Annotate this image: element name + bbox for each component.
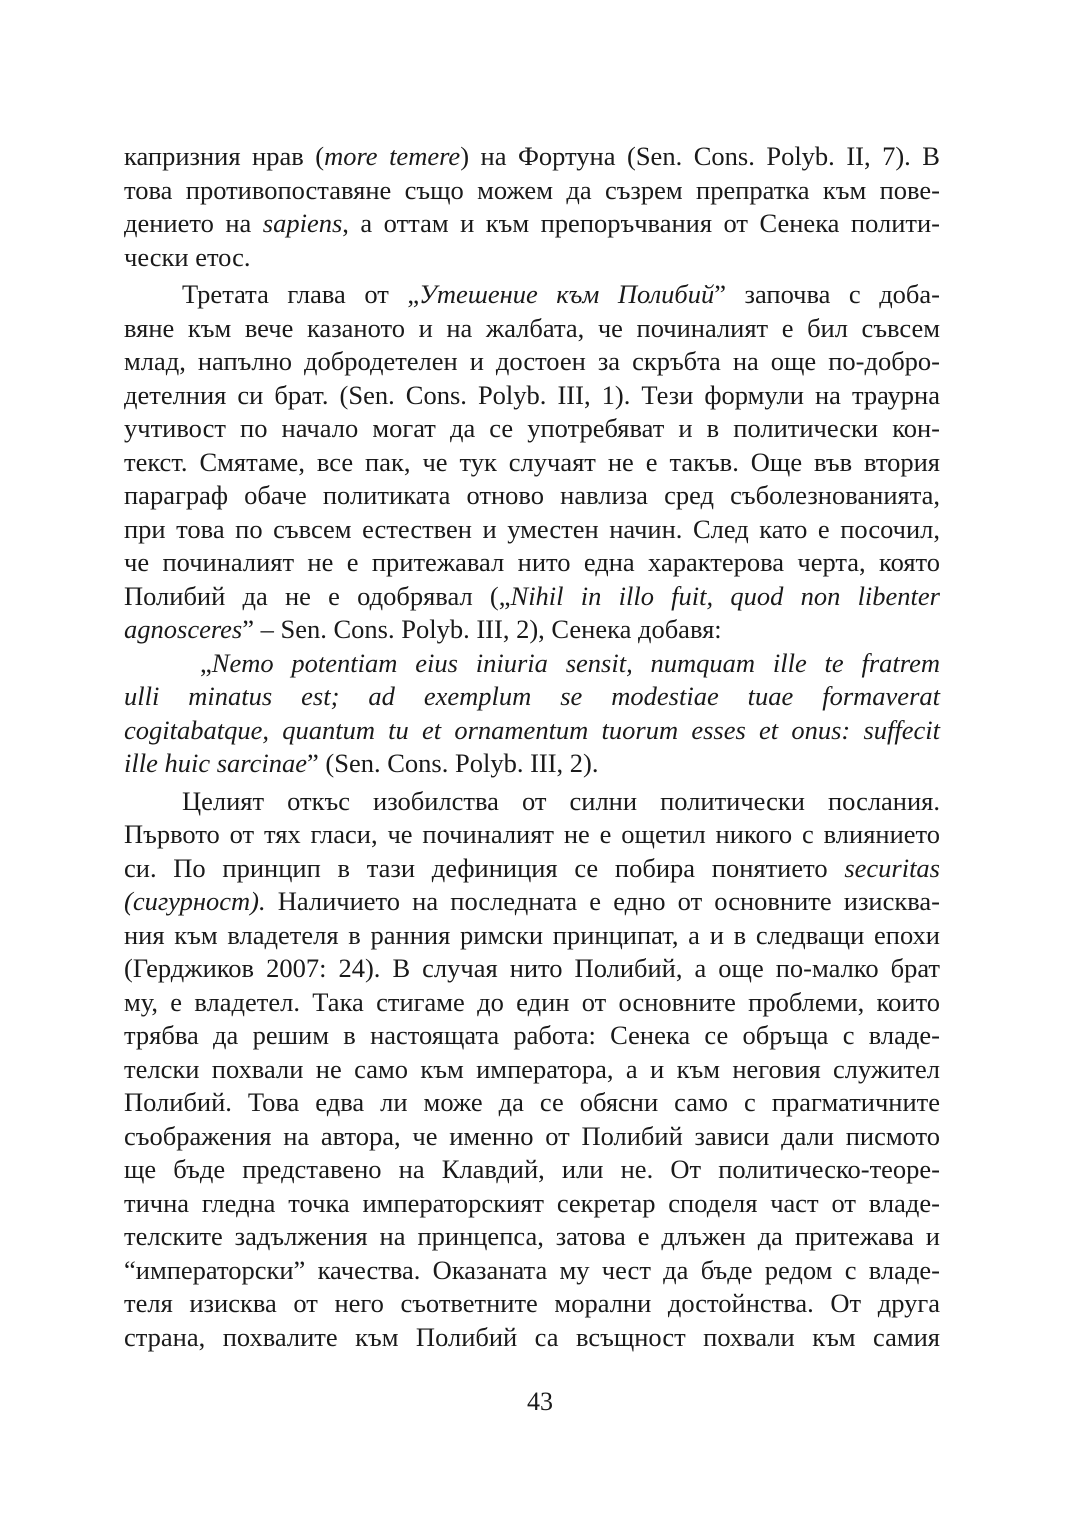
text-run: Първото от тях гласи, че починалият не е ощетил никого с влиянието <box>124 819 940 849</box>
text-line <box>124 446 940 480</box>
italic-run: agnosceres <box>124 614 243 644</box>
text-run: теля изисква от него съответните морални достойнства. От друга <box>124 1288 940 1318</box>
text-run: при това по съвсем естествен и уместен начин. След като е посочил, <box>124 513 940 544</box>
text-run: телски похвали не само към императора, а и към неговия служител <box>124 1053 940 1084</box>
paragraph <box>124 140 940 274</box>
body-text <box>124 140 940 1354</box>
text-run: вяне към вече казаното и на жалбата, че починалият е бил съвсем <box>124 312 940 343</box>
text-run: ” (Sen. Cons. Polyb. III, 2). <box>307 748 599 778</box>
text-run: ” – Sen. Cons. Polyb. III, 2), Сенека добавя: <box>242 614 722 644</box>
text-line <box>124 174 940 208</box>
text-line <box>124 1086 940 1120</box>
text-line <box>124 241 940 275</box>
italic-run: Утешение към Полибий <box>419 279 715 309</box>
text-line <box>124 785 940 819</box>
text-line <box>124 1120 940 1154</box>
text-run: че починалият не е притежавал нито една характерова черта, която <box>124 547 940 577</box>
text-run: Полибий да не е одобрявал („ <box>124 580 511 611</box>
text-line <box>124 818 940 852</box>
text-line <box>124 1019 940 1053</box>
italic-run: more temere <box>324 141 461 171</box>
text-line <box>124 412 940 446</box>
text-run: чески етос. <box>124 241 251 272</box>
text-run: ще бъде представено на Клавдий, или не. От политическо-теоре- <box>124 1154 940 1184</box>
text-line <box>124 1254 940 1288</box>
text-line <box>124 1053 940 1087</box>
text-run: телските задължения на принцепса, затова е длъжен да притежава и <box>124 1221 940 1251</box>
italic-run: sapiens <box>262 208 343 238</box>
text-line <box>124 885 940 919</box>
italic-run: securitas <box>844 852 940 883</box>
text-run: Третата глава от „ <box>182 279 420 309</box>
text-line <box>124 312 940 346</box>
text-run: “императорски” качества. Оказаната му чест да бъде редом с владе- <box>124 1254 940 1285</box>
text-line <box>124 379 940 413</box>
italic-run: (сигурност). <box>124 886 266 916</box>
text-line <box>124 986 940 1020</box>
text-line <box>124 680 940 714</box>
text-run: , а оттам и към препоръчвания от Сенека полити- <box>342 208 940 238</box>
text-run: учтивост по начало могат да се употребяват и в политически кон- <box>124 413 940 443</box>
italic-run: cogitabatque, quantum tu et ornamentum tuorum esses et onus: suffecit <box>124 714 940 745</box>
text-run: „ <box>200 647 212 678</box>
italic-run: Nemo potentiam eius iniuria sensit, numquam ille te fratrem <box>211 647 940 678</box>
text-line <box>124 1287 940 1321</box>
italic-run: ulli minatus est; ad exemplum se modestiae tuae formaverat <box>124 681 940 711</box>
text-run: капризния нрав ( <box>124 141 325 171</box>
text-line <box>124 1220 940 1254</box>
text-run: Наличието на последната е едно от основните изисква- <box>265 886 940 916</box>
text-line <box>124 479 940 513</box>
text-line <box>124 278 940 312</box>
text-run: ) на Фортуна (Sen. Cons. Polyb. II, 7). В <box>460 141 940 171</box>
paragraph <box>124 785 940 1355</box>
text-line <box>124 546 940 580</box>
text-run: това противопоставяне също можем да съзрем препратка към пове- <box>124 174 940 205</box>
text-line <box>124 580 940 614</box>
text-run: съображения на автора, че именно от Полибий зависи дали писмото <box>124 1120 940 1151</box>
text-line <box>124 1187 940 1221</box>
text-run: ния към владетеля в ранния римски принципат, а и в следващи епохи <box>124 919 940 950</box>
text-run: страна, похвалите към Полибий са всъщност похвали към самия <box>124 1321 940 1352</box>
text-line <box>124 140 940 174</box>
text-line <box>124 952 940 986</box>
text-line <box>124 714 940 748</box>
text-run: Полибий. Това едва ли може да се обясни само с прагматичните <box>124 1087 940 1117</box>
text-run: дението на <box>124 208 263 238</box>
text-line <box>124 513 940 547</box>
text-run: си. По принцип в тази дефиниция се побира понятието <box>124 852 845 883</box>
text-run: детелния си брат. (Sen. Cons. Polyb. III, 1). Тези формули на траурна <box>124 379 940 410</box>
text-line <box>124 613 940 647</box>
italic-run: Nihil in illo fuit, quod non libenter <box>510 580 940 611</box>
text-run: тична гледна точка императорският секретар споделя част от владе- <box>124 1187 940 1218</box>
text-line <box>124 345 940 379</box>
text-line <box>124 747 940 781</box>
text-line <box>124 919 940 953</box>
text-run: млад, напълно добродетелен и достоен за скръбта на още по-добро- <box>124 346 940 376</box>
text-line <box>124 207 940 241</box>
text-line <box>124 1153 940 1187</box>
text-run: трябва да решим в настоящата работа: Сенека се обръща с владе- <box>124 1020 940 1050</box>
italic-run: ille huic sarcinae <box>124 748 308 778</box>
page-number: 43 <box>527 1387 553 1416</box>
text-line <box>124 852 940 886</box>
paragraph <box>124 278 940 647</box>
text-run: текст. Смятаме, все пак, че тук случаят не е такъв. Още във втория <box>124 446 940 477</box>
block-quote <box>124 647 940 781</box>
text-run: параграф обаче политиката отново навлиза сред съболезнованията, <box>124 480 940 510</box>
text-line <box>124 1321 940 1355</box>
text-line <box>124 647 940 681</box>
text-run: Целият откъс изобилства от силни политически послания. <box>182 785 940 816</box>
text-run: (Герджиков 2007: 24). В случая нито Полибий, а още по-малко брат <box>124 953 940 983</box>
text-run: ” започва с доба- <box>714 279 940 309</box>
text-run: му, е владетел. Така стигаме до един от основните проблеми, които <box>124 986 940 1017</box>
